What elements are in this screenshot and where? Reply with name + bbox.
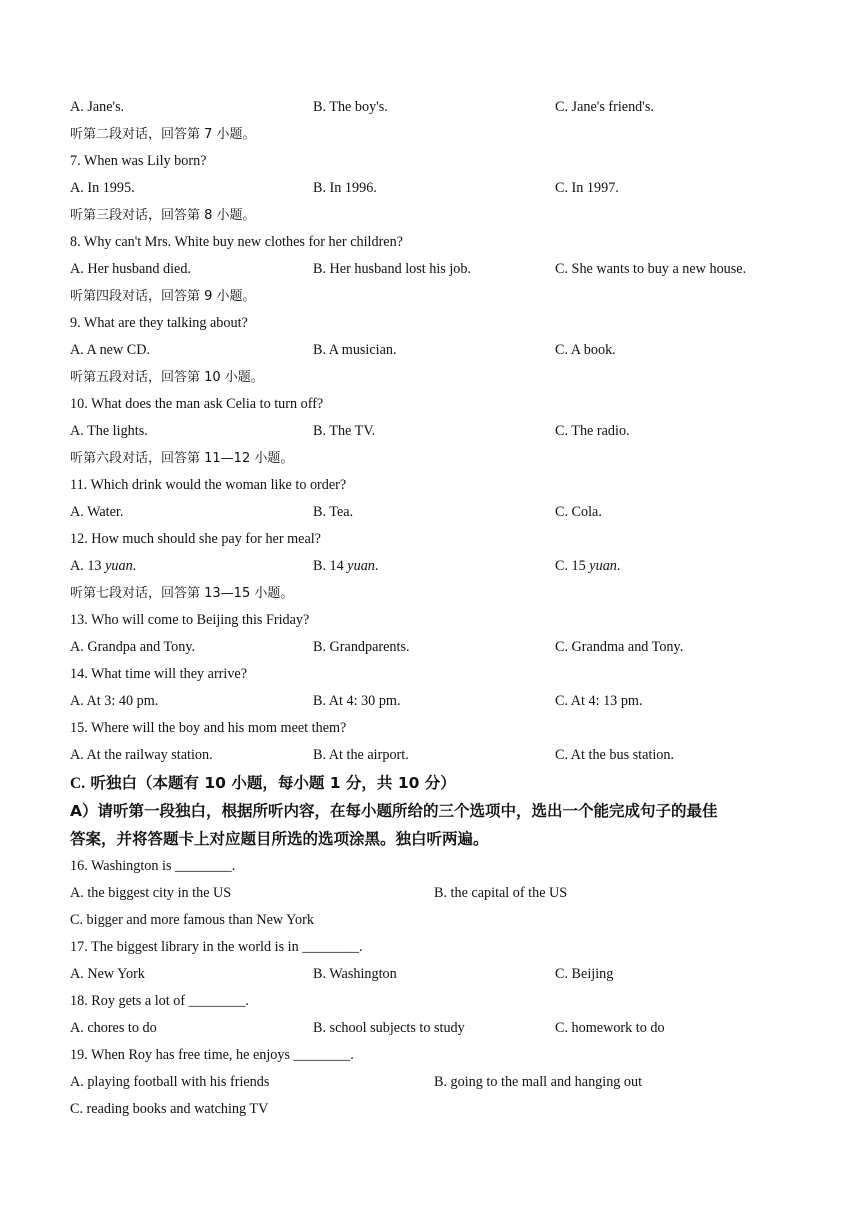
option-16a: A. the biggest city in the US: [70, 885, 232, 901]
question-15-options: [70, 742, 810, 769]
option-9c: C. A book.: [555, 342, 616, 358]
question-14-stem: 14. What time will they arrive?: [70, 666, 248, 682]
question-17-stem: 17. The biggest library in the world is in ________.: [70, 939, 363, 955]
option-7a: A. In 1995.: [70, 180, 135, 196]
option-14b: B. At 4: 30 pm.: [313, 693, 401, 709]
question-15-stem: 15. Where will the boy and his mom meet them?: [70, 720, 347, 736]
question-10-stem: 10. What does the man ask Celia to turn off?: [70, 396, 324, 412]
option-11c: C. Cola.: [555, 504, 602, 520]
question-12-stem: 12. How much should she pay for her meal?: [70, 531, 321, 547]
part-c-a-instruction-line2: 答案，并将答题卡上对应题目所选的选项涂黑。独白听两遍。: [70, 830, 489, 848]
question-19-options-row2: [70, 1096, 810, 1123]
option-16c: C. bigger and more famous than New York: [70, 912, 314, 928]
exam-page: [70, 94, 810, 1123]
question-9-stem: 9. What are they talking about?: [70, 315, 248, 331]
option-14c: C. At 4: 13 pm.: [555, 693, 643, 709]
question-11-options: [70, 499, 810, 526]
question-9-options: [70, 337, 810, 364]
question-6-options: [70, 94, 810, 121]
option-8a: A. Her husband died.: [70, 261, 191, 277]
option-18b: B. school subjects to study: [313, 1020, 465, 1036]
section-instruction-2: 听第二段对话，回答第 7 小题。: [70, 127, 256, 142]
question-19-stem: 19. When Roy has free time, he enjoys ________.: [70, 1047, 354, 1063]
option-6a: A. Jane's.: [70, 99, 125, 115]
option-15a: A. At the railway station.: [70, 747, 213, 763]
option-19b: B. going to the mall and hanging out: [434, 1074, 643, 1090]
question-7-options: [70, 175, 810, 202]
option-7c: C. In 1997.: [555, 180, 619, 196]
option-9a: A. A new CD.: [70, 342, 151, 358]
part-c-heading: [70, 769, 810, 797]
option-11b: B. Tea.: [313, 504, 354, 520]
option-17b: B. Washington: [313, 966, 397, 982]
section-instruction-4: 听第四段对话，回答第 9 小题。: [70, 289, 256, 304]
option-14a: A. At 3: 40 pm.: [70, 693, 159, 709]
option-8b: B. Her husband lost his job.: [313, 261, 472, 277]
section-instruction-6: 听第六段对话，回答第 11—12 小题。: [70, 451, 294, 466]
part-c-a-instruction-line1: A）请听第一段独白，根据所听内容，在每小题所给的三个选项中，选出一个能完成句子的最佳: [70, 802, 718, 820]
option-11a: A. Water.: [70, 504, 124, 520]
section-instruction-7: 听第七段对话，回答第 13—15 小题。: [70, 586, 294, 601]
question-18-options: [70, 1015, 810, 1042]
option-15c: C. At the bus station.: [555, 747, 675, 763]
question-12-options: [70, 553, 810, 580]
option-7b: B. In 1996.: [313, 180, 377, 196]
question-8-stem: 8. Why can't Mrs. White buy new clothes for her children?: [70, 234, 403, 250]
option-18a: A. chores to do: [70, 1020, 157, 1036]
question-11-stem: 11. Which drink would the woman like to order?: [70, 477, 347, 493]
option-19c: C. reading books and watching TV: [70, 1101, 269, 1117]
question-17-options: [70, 961, 810, 988]
option-10b: B. The TV.: [313, 423, 376, 439]
question-16-options-row1: [70, 880, 810, 907]
question-10-options: [70, 418, 810, 445]
part-c-title: 听独白（本题有 10 小题，每小题 1 分，共 10 分）: [90, 774, 456, 792]
question-7-stem: 7. When was Lily born?: [70, 153, 207, 169]
option-6b: B. The boy's.: [313, 99, 388, 115]
option-10a: A. The lights.: [70, 423, 148, 439]
question-8-options: [70, 256, 810, 283]
question-16-stem: 16. Washington is ________.: [70, 858, 236, 874]
option-6c: C. Jane's friend's.: [555, 99, 654, 115]
option-16b: B. the capital of the US: [434, 885, 568, 901]
section-instruction-5: 听第五段对话，回答第 10 小题。: [70, 370, 264, 385]
part-c-letter: C.: [70, 775, 86, 792]
option-13a: A. Grandpa and Tony.: [70, 639, 196, 655]
option-9b: B. A musician.: [313, 342, 397, 358]
option-19a: A. playing football with his friends: [70, 1074, 270, 1090]
option-13c: C. Grandma and Tony.: [555, 639, 684, 655]
option-18c: C. homework to do: [555, 1020, 665, 1036]
option-13b: B. Grandparents.: [313, 639, 410, 655]
question-18-stem: 18. Roy gets a lot of ________.: [70, 993, 249, 1009]
question-13-options: [70, 634, 810, 661]
question-16-options-row2: [70, 907, 810, 934]
option-10c: C. The radio.: [555, 423, 630, 439]
option-17c: C. Beijing: [555, 966, 614, 982]
section-instruction-3: 听第三段对话，回答第 8 小题。: [70, 208, 256, 223]
question-19-options-row1: [70, 1069, 810, 1096]
option-12a: A. 13 yuan.: [70, 558, 137, 574]
option-15b: B. At the airport.: [313, 747, 409, 763]
option-17a: A. New York: [70, 966, 145, 982]
option-12b: B. 14 yuan.: [313, 558, 379, 574]
option-12c: C. 15 yuan.: [555, 558, 621, 574]
question-14-options: [70, 688, 810, 715]
option-8c: C. She wants to buy a new house.: [555, 261, 747, 277]
question-13-stem: 13. Who will come to Beijing this Friday?: [70, 612, 310, 628]
